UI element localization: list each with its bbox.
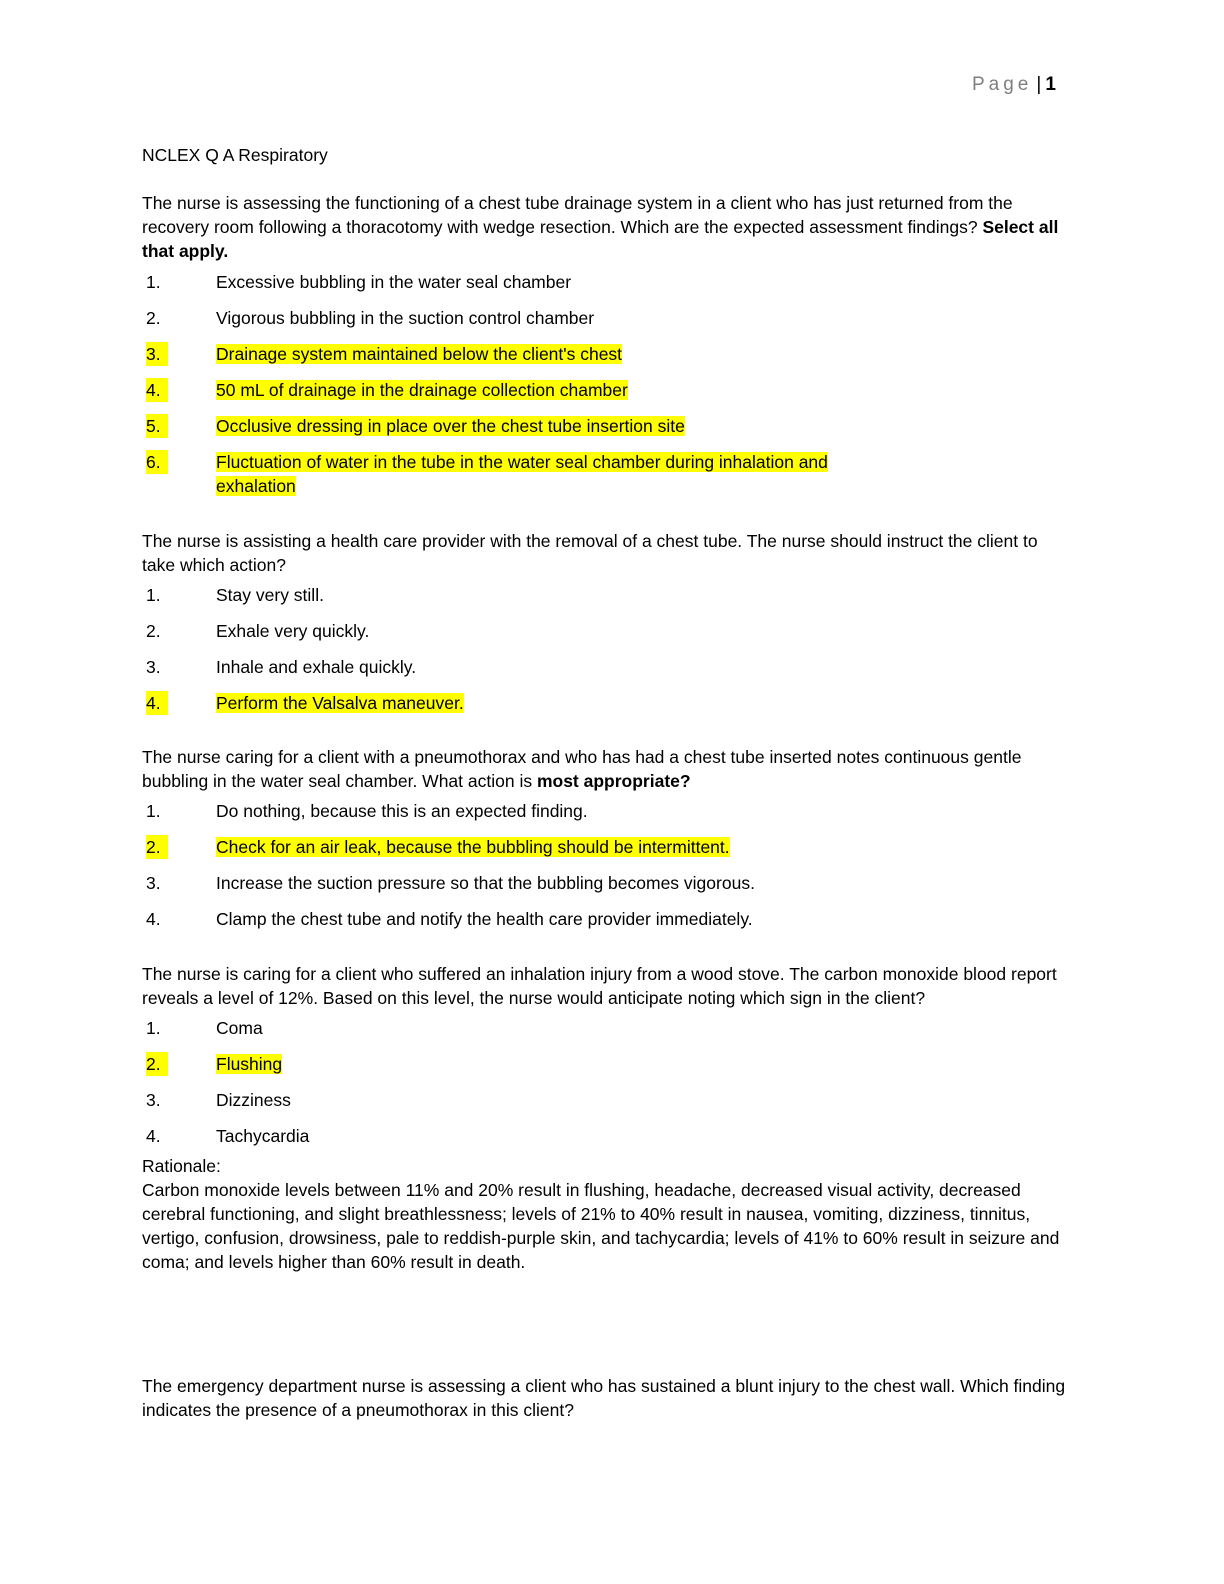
option-item: 2. Check for an air leak, because the bubbling should be intermittent. — [146, 837, 730, 857]
option-item: 6. Fluctuation of water in the tube in the water seal chamber during inhalation and exhalation — [146, 452, 828, 496]
page-number — [972, 74, 1056, 96]
options-list-2 — [142, 583, 1072, 715]
document-title: NCLEX Q A Respiratory — [142, 145, 328, 165]
option-item: 3. Increase the suction pressure so that the bubbling becomes vigorous. — [146, 873, 755, 893]
option-item: 3. Drainage system maintained below the client's chest — [146, 344, 623, 364]
question-stem: The emergency department nurse is assessing a client who has sustained a blunt injury to the chest wall. Which finding indicates the presence of a pneumothorax in this client? — [142, 1376, 1066, 1420]
rationale-text: Carbon monoxide levels between 11% and 20% result in flushing, headache, decreased visual activity, decreased cerebral functioning, and slight breathlessness; levels of 21% to 40% result in nausea, vomiting, dizziness, tinnitus, vertigo, confusion, drowsiness, pale to reddish-purple skin, and tachycardia; levels of 41% to 60% result in seizure and coma; and levels higher than 60% result in death. — [142, 1180, 1060, 1272]
option-item: 4. Perform the Valsalva maneuver. — [146, 693, 464, 713]
page-num: 1 — [1045, 74, 1056, 95]
options-list-1 — [142, 270, 1072, 498]
option-item: 1. Do nothing, because this is an expected finding. — [146, 801, 588, 821]
option-item: 4. Clamp the chest tube and notify the health care provider immediately. — [146, 909, 753, 929]
option-item: 1. Excessive bubbling in the water seal chamber — [146, 272, 572, 292]
option-item: 2. Vigorous bubbling in the suction control chamber — [146, 308, 595, 328]
question-stem: The nurse is caring for a client who suffered an inhalation injury from a wood stove. The carbon monoxide blood report reveals a level of 12%. Based on this level, the nurse would anticipate noting which sign in the client? — [142, 964, 1057, 1008]
option-item: 2. Flushing — [146, 1054, 283, 1074]
option-item: 5. Occlusive dressing in place over the chest tube insertion site — [146, 416, 685, 436]
question-3 — [142, 745, 1072, 793]
question-stem: The nurse is assessing the functioning of a chest tube drainage system in a client who has just returned from the recovery room following a thoracotomy with wedge resection. Which are the expected assessment findings? Select all that apply. — [142, 193, 1059, 261]
option-item: 3. Dizziness — [146, 1090, 291, 1110]
rationale-label: Rationale: — [142, 1156, 221, 1176]
rationale-section — [142, 1154, 1072, 1274]
option-item: 4. 50 mL of drainage in the drainage collection chamber — [146, 380, 628, 400]
option-item: 1. Stay very still. — [146, 585, 324, 605]
options-list-4 — [142, 1016, 1072, 1148]
question-1 — [142, 191, 1072, 263]
question-2 — [142, 529, 1072, 577]
question-stem: The nurse is assisting a health care provider with the removal of a chest tube. The nurse should instruct the client to take which action? — [142, 531, 1038, 575]
options-list-3 — [142, 799, 1072, 931]
option-item: 4. Tachycardia — [146, 1126, 310, 1146]
question-5 — [142, 1374, 1072, 1422]
question-4 — [142, 962, 1072, 1010]
question-stem: The nurse caring for a client with a pneumothorax and who has had a chest tube inserted notes continuous gentle bubbling in the water seal chamber. What action is most appropriate? — [142, 747, 1022, 791]
option-item: 1. Coma — [146, 1018, 263, 1038]
page-separator: | — [1036, 74, 1042, 95]
question-emphasis: Select all that apply. — [142, 217, 1059, 261]
option-item: 2. Exhale very quickly. — [146, 621, 370, 641]
option-item: 3. Inhale and exhale quickly. — [146, 657, 417, 677]
page-word: Page — [972, 74, 1033, 95]
question-emphasis: most appropriate? — [536, 771, 691, 791]
